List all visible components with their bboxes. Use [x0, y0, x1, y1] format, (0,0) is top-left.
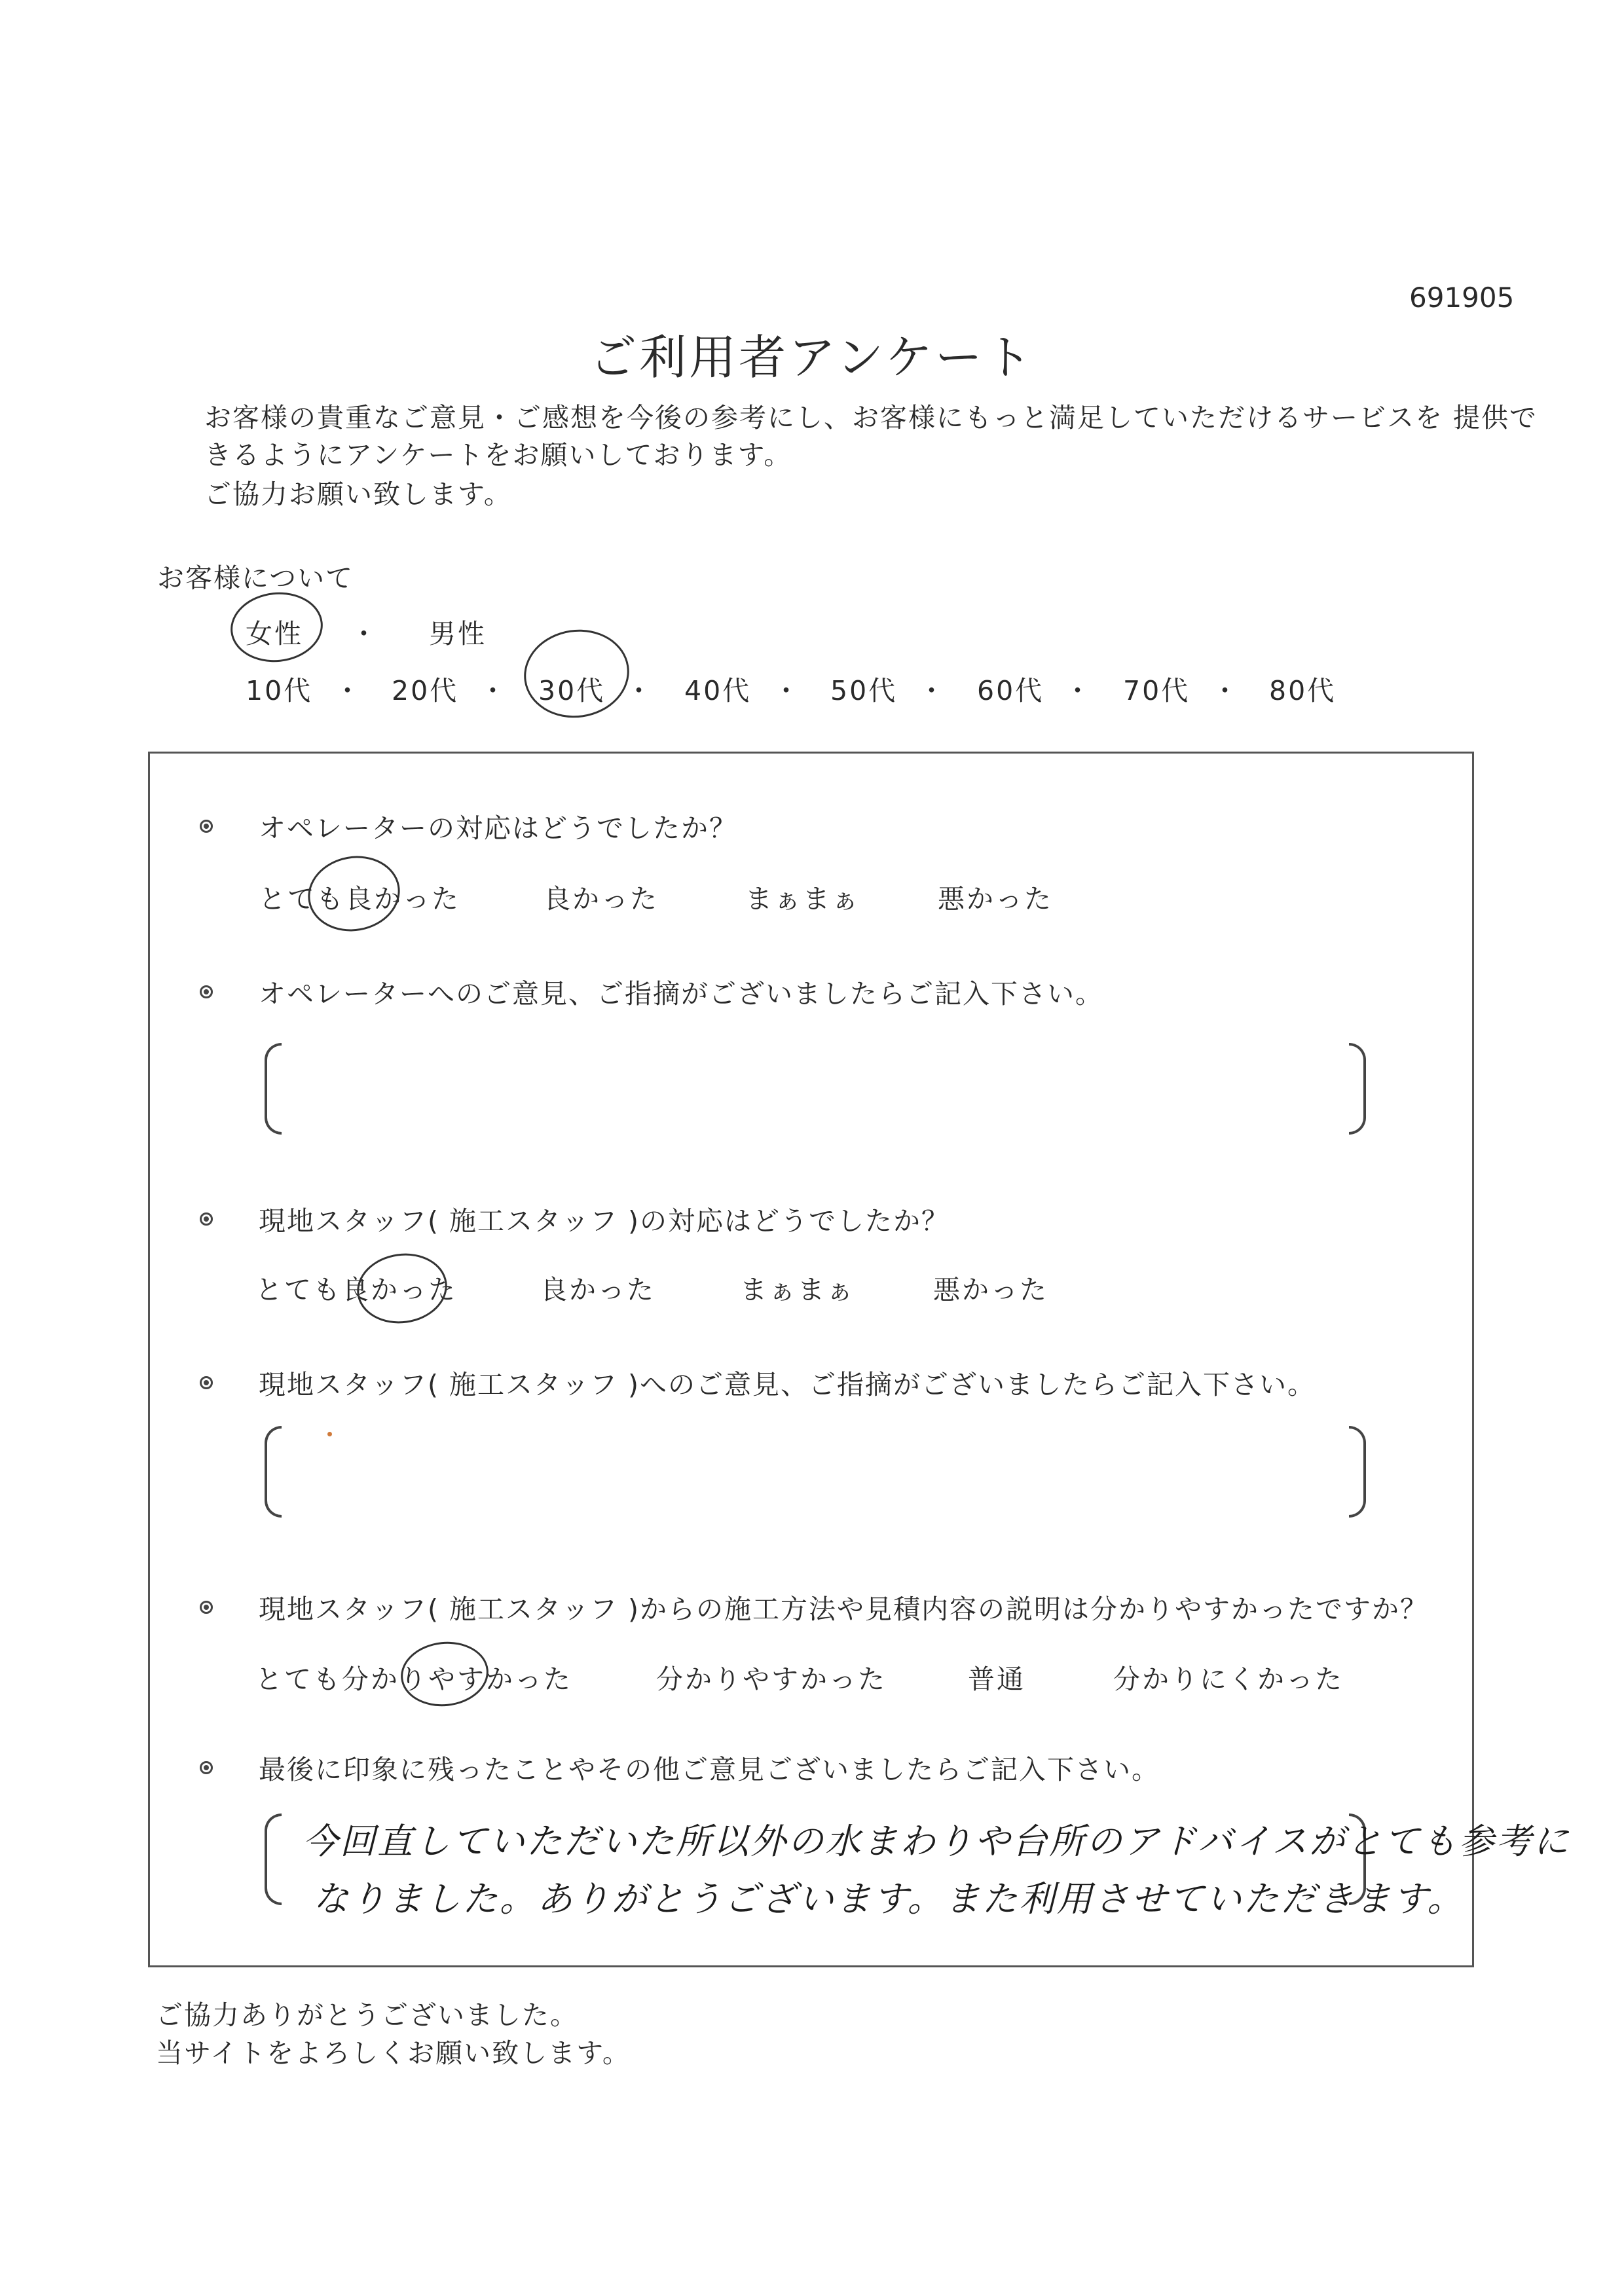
customer-section-label: お客様について — [157, 562, 354, 594]
question-5: 現地スタッフ( 施工スタッフ )からの施工方法や見積内容の説明は分かりやすかったですか？ — [259, 1594, 1429, 1625]
closing-line-2: 当サイトをよろしくお願い致します。 — [156, 2037, 631, 2069]
separator: ・ — [918, 675, 945, 706]
question-bullet-icon — [200, 1601, 213, 1614]
q5-option-clear[interactable]: 分かりやすかった — [656, 1664, 887, 1695]
answer-bracket-right — [1349, 1426, 1366, 1518]
q3-option-very-good[interactable]: とても良かった — [255, 1274, 457, 1305]
document-id: 691905 — [1409, 282, 1515, 314]
separator: ・ — [350, 618, 377, 649]
intro-line-2: きるようにアンケートをお願いしております。 — [204, 439, 792, 471]
age-option-40s[interactable]: 40代 — [684, 675, 752, 706]
q1-option-bad[interactable]: 悪かった — [938, 883, 1053, 915]
ink-speck — [327, 1432, 332, 1436]
selection-circle-age — [518, 623, 635, 724]
q6-answer-line-2[interactable]: なりました。ありがとうございます。また利用させていただきます。 — [313, 1878, 1465, 1920]
q3-option-fair[interactable]: まぁまぁ — [740, 1274, 855, 1305]
age-option-60s[interactable]: 60代 — [977, 675, 1044, 706]
q5-option-unclear[interactable]: 分かりにくかった — [1113, 1664, 1344, 1695]
page-title: ご利用者アンケート — [589, 330, 1035, 385]
question-bullet-icon — [200, 985, 213, 998]
question-3: 現地スタッフ( 施工スタッフ )の対応はどうでしたか？ — [259, 1205, 950, 1237]
q5-option-normal[interactable]: 普通 — [968, 1664, 1025, 1695]
gender-option-male[interactable]: 男性 — [429, 618, 487, 649]
q1-option-good[interactable]: 良かった — [544, 883, 659, 915]
q3-option-bad[interactable]: 悪かった — [933, 1274, 1048, 1305]
separator: ・ — [334, 675, 361, 706]
answer-bracket-left — [265, 1813, 282, 1905]
question-4: 現地スタッフ( 施工スタッフ )へのご意見、ご指摘がございましたらご記入下さい。 — [259, 1369, 1316, 1400]
selection-circle-gender — [227, 588, 326, 666]
intro-line-3: ご協力お願い致します。 — [204, 479, 512, 510]
age-option-70s[interactable]: 70代 — [1123, 675, 1190, 706]
question-2: オペレーターへのご意見、ご指摘がございましたらご記入下さい。 — [259, 978, 1103, 1010]
age-option-80s[interactable]: 80代 — [1269, 675, 1337, 706]
question-6: 最後に印象に残ったことやその他ご意見ございましたらご記入下さい。 — [259, 1754, 1160, 1785]
separator: ・ — [625, 675, 652, 706]
question-bullet-icon — [200, 1761, 213, 1774]
question-bullet-icon — [200, 1212, 213, 1226]
separator: ・ — [773, 675, 800, 706]
question-1: オペレーターの対応はどうでしたか？ — [259, 812, 737, 844]
q6-answer-line-1[interactable]: 今回直していただいた所以外の水まわりや台所のアドバイスがとても参考に — [303, 1821, 1571, 1862]
question-bullet-icon — [200, 820, 213, 833]
intro-line-1: お客様の貴重なご意見・ご感想を今後の参考にし、お客様にもっと満足していただけるサービスを 提供で — [204, 402, 1538, 433]
q1-option-fair[interactable]: まぁまぁ — [745, 883, 860, 915]
q3-option-good[interactable]: 良かった — [540, 1274, 655, 1305]
q5-option-very-clear[interactable]: とても分かりやすかった — [255, 1664, 572, 1695]
answer-bracket-right — [1349, 1043, 1366, 1135]
separator: ・ — [1064, 675, 1091, 706]
answer-bracket-left — [265, 1426, 282, 1518]
question-bullet-icon — [200, 1376, 213, 1389]
answer-bracket-left — [265, 1043, 282, 1135]
age-option-20s[interactable]: 20代 — [392, 675, 459, 706]
age-option-10s[interactable]: 10代 — [246, 675, 313, 706]
age-option-50s[interactable]: 50代 — [830, 675, 898, 706]
age-option-30s[interactable]: 30代 — [538, 675, 606, 706]
separator: ・ — [1211, 675, 1238, 706]
q1-option-very-good[interactable]: とても良かった — [259, 883, 460, 915]
separator: ・ — [479, 675, 506, 706]
gender-option-female[interactable]: 女性 — [246, 618, 303, 649]
closing-line-1: ご協力ありがとうございました。 — [156, 1999, 578, 2031]
